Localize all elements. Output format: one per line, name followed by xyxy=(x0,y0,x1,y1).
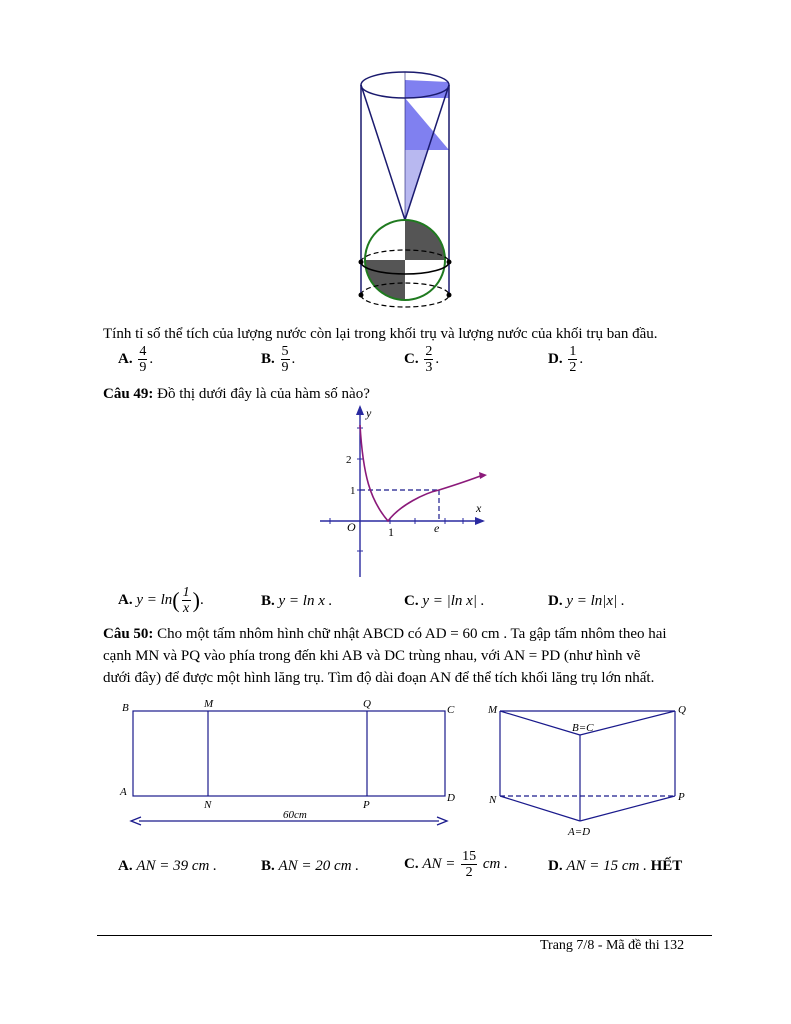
prism-label-P: P xyxy=(678,791,685,803)
option-label: D. xyxy=(548,593,563,609)
q50-option-c[interactable]: C. AN = $\frac{15}{2}$ cm . xyxy=(404,849,508,880)
graph-origin-label: O xyxy=(347,520,356,534)
footer-page-info: Trang 7/8 - Mã đề thi 132 xyxy=(540,938,685,953)
graph-xtick-e: e xyxy=(434,521,440,535)
option-label: C. xyxy=(404,350,419,367)
q49-graph xyxy=(315,405,495,580)
q48-option-c[interactable]: C. $\frac{2}{3}$ . xyxy=(404,344,440,375)
graph-ytick-1: 1 xyxy=(350,485,356,497)
q48-option-b[interactable]: B. $\frac{5}{9}$ . xyxy=(261,344,296,375)
q49-option-a[interactable]: A. y = ln( $\frac{1}{x}$ ). xyxy=(118,585,204,616)
end-marker: HẾT xyxy=(650,858,683,874)
prism-label-BC: B=C xyxy=(572,722,594,734)
q48-option-d[interactable]: D. $\frac{1}{2}$ . xyxy=(548,344,584,375)
option-label: A. xyxy=(118,858,133,874)
q50-question-line-2: cạnh MN và PQ vào phía trong đến khi AB và DC trùng nhau, với AN = PD (như hình vẽ xyxy=(103,648,641,664)
label-A: A xyxy=(120,786,127,798)
option-label: A. xyxy=(118,591,133,608)
length-label: 60cm xyxy=(283,809,307,821)
q48-option-a[interactable]: A. $\frac{4}{9}$ . xyxy=(118,344,154,375)
option-label: C. xyxy=(404,855,419,872)
prism-label-AD: A=D xyxy=(568,826,591,838)
graph-x-label: x xyxy=(476,501,482,515)
q49-text: Đồ thị dưới đây là của hàm số nào? xyxy=(157,386,370,402)
option-label: D. xyxy=(548,858,563,874)
q49-question xyxy=(103,386,370,403)
q49-option-d[interactable]: D. y = ln|x| . xyxy=(548,593,625,609)
prism-label-N: N xyxy=(489,794,497,806)
q50-rectangle-figure xyxy=(115,697,465,832)
cylinder-cone-sphere-figure xyxy=(350,60,460,310)
option-label: B. xyxy=(261,593,275,609)
prism-label-M: M xyxy=(488,704,498,716)
q49-option-c[interactable]: C. y = |ln x| . xyxy=(404,593,485,609)
q50-question-line-1: Câu 50: Cho một tấm nhôm hình chữ nhật ABCD có AD = 60 cm . Ta gập tấm nhôm theo hai xyxy=(103,626,667,642)
q50-option-a[interactable]: A. AN = 39 cm . xyxy=(118,858,217,874)
label-P: P xyxy=(363,799,370,811)
graph-xtick-1: 1 xyxy=(388,525,394,539)
q49-label: Câu 49: xyxy=(103,386,154,402)
option-label: A. xyxy=(118,350,133,367)
prism-label-Q: Q xyxy=(678,704,686,716)
option-label: C. xyxy=(404,593,419,609)
label-N: N xyxy=(204,799,212,811)
label-C: C xyxy=(447,704,455,716)
graph-y-label: y xyxy=(366,406,372,420)
q50-question-line-3: dưới đây) để được một hình lăng trụ. Tìm độ dài đoạn AN để thể tích khối lăng trụ lớn nhất. xyxy=(103,670,655,686)
q49-option-b[interactable]: B. y = ln x . xyxy=(261,593,333,609)
footer-divider xyxy=(97,935,712,936)
q50-label: Câu 50: xyxy=(103,626,154,642)
q48-question-tail: Tính tỉ số thể tích của lượng nước còn lại trong khối trụ và lượng nước của khối trụ ban đầu. xyxy=(103,326,658,342)
label-B: B xyxy=(122,702,129,714)
option-label: D. xyxy=(548,350,563,367)
label-M: M xyxy=(204,698,214,710)
q50-prism-figure xyxy=(485,697,695,842)
q50-option-d[interactable]: D. AN = 15 cm . HẾT xyxy=(548,858,683,874)
label-D: D xyxy=(447,792,455,804)
q50-option-b[interactable]: B. AN = 20 cm . xyxy=(261,858,360,874)
option-label: B. xyxy=(261,858,275,874)
option-label: B. xyxy=(261,350,275,367)
label-Q: Q xyxy=(363,698,371,710)
graph-ytick-2: 2 xyxy=(346,454,352,466)
